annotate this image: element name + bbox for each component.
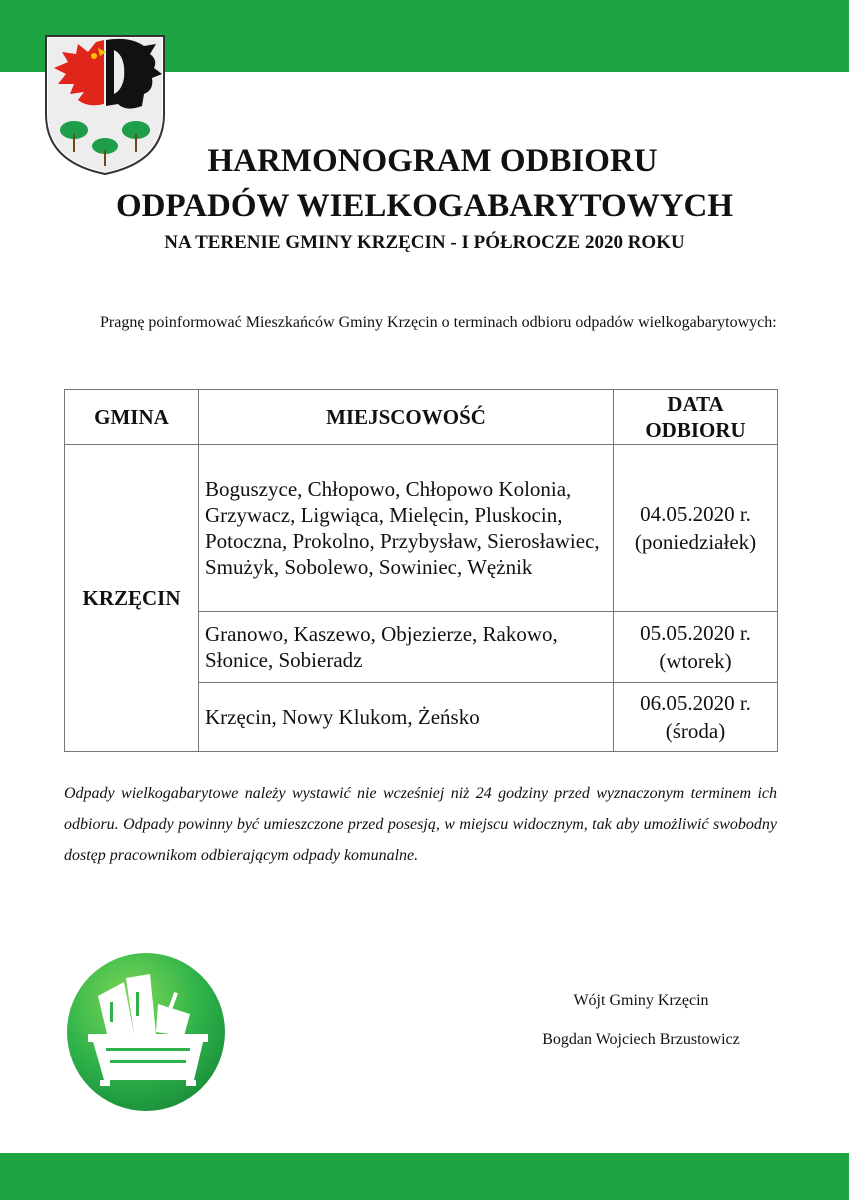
table-row (65, 445, 778, 612)
pickup-day: (wtorek) (659, 649, 732, 673)
header-data-line-1: DATA (667, 392, 724, 416)
pickup-day: (środa) (665, 719, 726, 743)
gmina-cell: KRZĘCIN (65, 445, 199, 752)
table-header-row (65, 390, 778, 445)
bulky-waste-container-icon (66, 952, 226, 1112)
intro-paragraph: Pragnę poinformować Mieszkańców Gminy Krzęcin o terminach odbioru odpadów wielkogabarytowych: (100, 314, 777, 331)
note-paragraph: Odpady wielkogabarytowe należy wystawić nie wcześniej niż 24 godziny przed wyznaczonym terminem ich odbioru. Odpady powinny być umieszczone przed posesją, w miejscu widocznym, tak aby umożliwić swobodny dostęp pracownikom odbierającym odpady komunalne. (64, 785, 777, 864)
bottom-green-band (0, 1153, 849, 1200)
pickup-day: (poniedziałek) (634, 530, 757, 554)
signature-name: Bogdan Wojciech Brzustowicz (542, 1031, 740, 1048)
schedule-table (64, 389, 778, 752)
header-miejscowosc: MIEJSCOWOŚĆ (199, 390, 614, 445)
title-line-1: HARMONOGRAM ODBIORU (207, 143, 658, 179)
header-data-line-2: ODBIORU (645, 418, 746, 442)
signature-role: Wójt Gminy Krzęcin (573, 992, 709, 1009)
header-gmina: GMINA (65, 390, 199, 445)
places-cell: Boguszyce, Chłopowo, Chłopowo Kolonia, Grzywacz, Ligwiąca, Mielęcin, Pluskocin, Potoczna, Prokolno, Przybysław, Sierosławiec, Smużyk, Sobolewo, Sowiniec, Wężnik (199, 445, 614, 612)
title-line-2: ODPADÓW WIELKOGABARYTOWYCH (115, 188, 734, 224)
header-data-odbioru (614, 390, 778, 445)
places-cell: Granowo, Kaszewo, Objezierze, Rakowo, Słonice, Sobieradz (199, 612, 614, 683)
places-cell: Krzęcin, Nowy Klukom, Żeńsko (199, 683, 614, 752)
date-cell (614, 612, 778, 683)
date-cell (614, 683, 778, 752)
pickup-date: 06.05.2020 r. (640, 691, 751, 715)
pickup-date: 05.05.2020 r. (640, 621, 751, 645)
date-cell (614, 445, 778, 612)
title-line-3: NA TERENIE GMINY KRZĘCIN - I PÓŁROCZE 2020 ROKU (164, 232, 685, 253)
pickup-date: 04.05.2020 r. (640, 502, 751, 526)
